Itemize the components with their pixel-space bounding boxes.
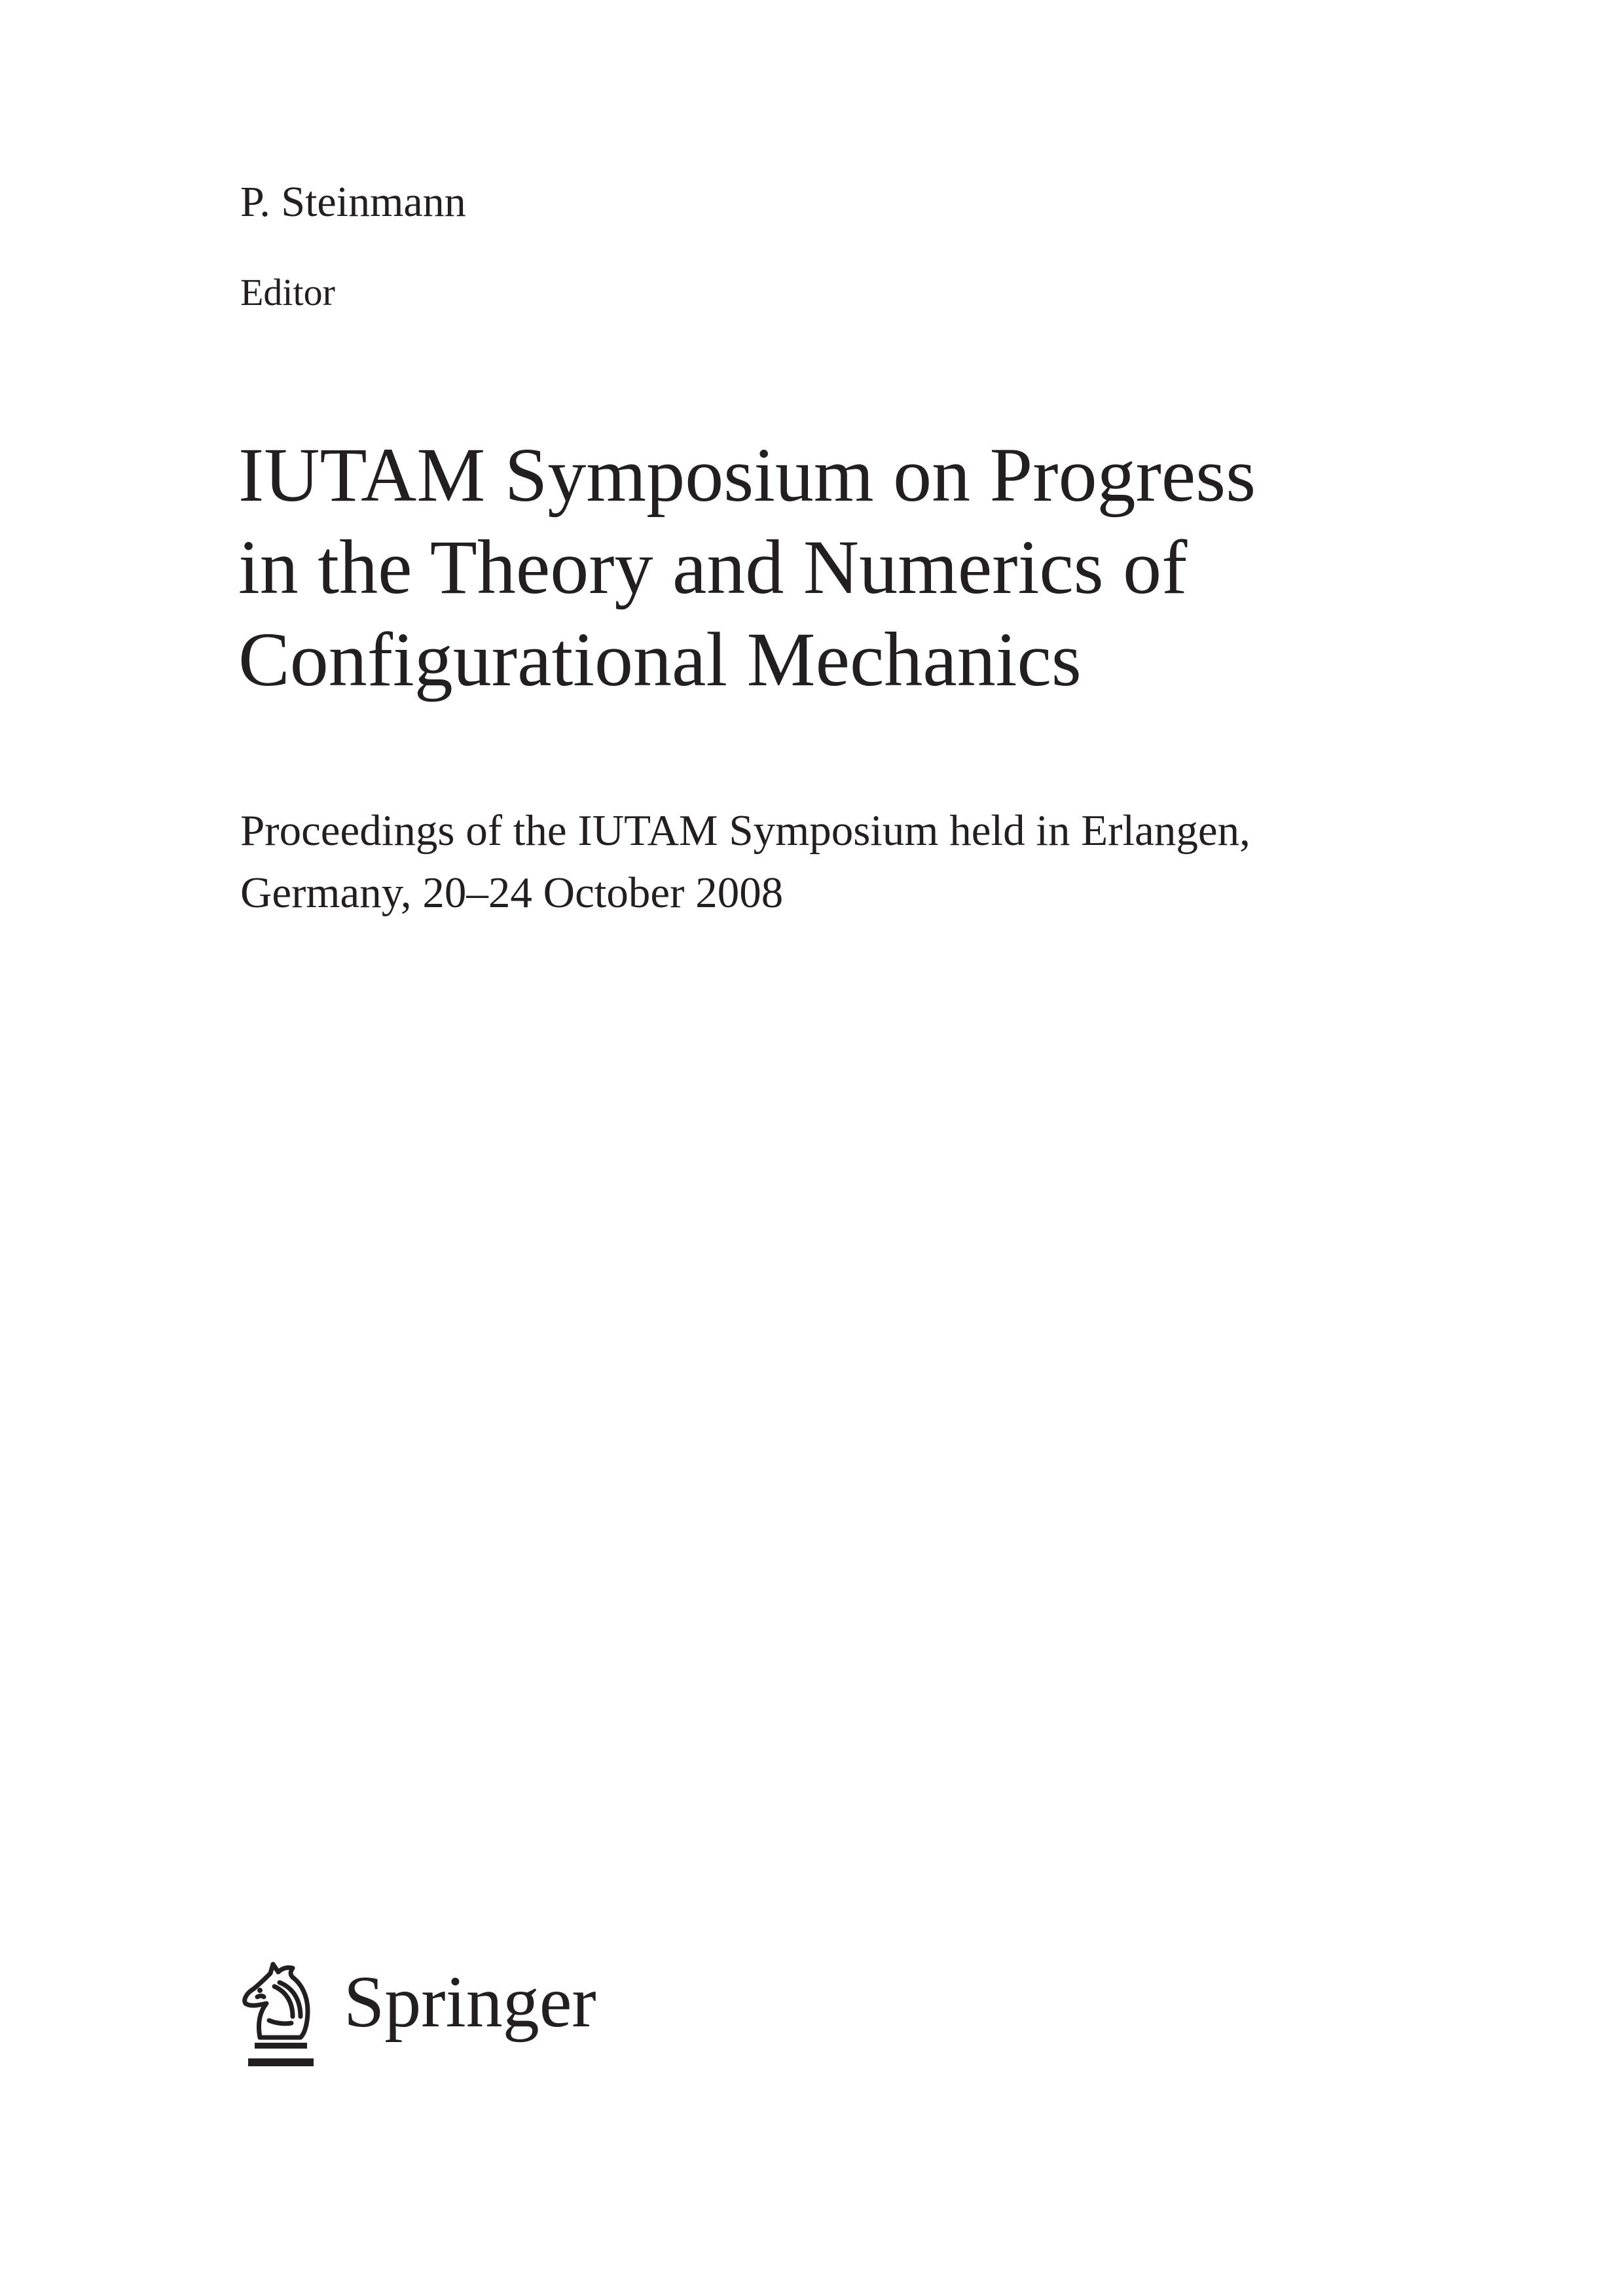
book-title xyxy=(238,429,1482,706)
subtitle-line: Proceedings of the IUTAM Symposium held in Erlangen, xyxy=(240,806,1250,855)
book-title-line: in the Theory and Numerics of xyxy=(238,524,1188,610)
book-title-line: IUTAM Symposium on Progress xyxy=(238,432,1256,518)
editor-role: Editor xyxy=(240,271,335,314)
springer-knight-icon xyxy=(240,1960,318,2072)
proceedings-subtitle xyxy=(240,800,1484,924)
subtitle-line: Germany, 20–24 October 2008 xyxy=(240,869,784,917)
publisher-imprint xyxy=(240,1960,699,2072)
publisher-name: Springer xyxy=(344,1962,596,2043)
book-title-line: Configurational Mechanics xyxy=(238,617,1082,702)
editor-name: P. Steinmann xyxy=(240,178,466,226)
